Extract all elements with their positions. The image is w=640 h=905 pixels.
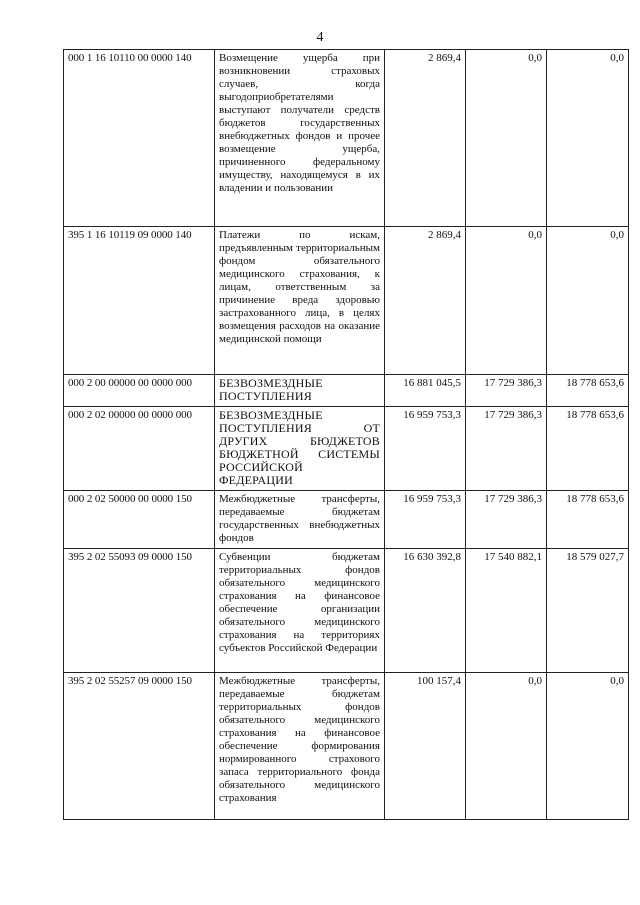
amount-year3-cell: 0,0 [547,673,629,820]
amount-year2-cell: 17 729 386,3 [466,491,547,549]
description-cell: Межбюджетные трансферты, передаваемые бюджетам территориальных фондов обязательного медицинского страхования на финансовое обеспечение формирования нормированного страхового запаса территориального фонда обязательного медицинского страхования [215,673,385,820]
budget-code-cell: 000 2 00 00000 00 0000 000 [64,375,215,407]
table-row [64,375,629,407]
amount-year3-cell: 18 778 653,6 [547,491,629,549]
amount-year1-cell: 16 630 392,8 [385,549,466,673]
budget-code-cell: 395 2 02 55093 09 0000 150 [64,549,215,673]
budget-code-cell: 395 1 16 10119 09 0000 140 [64,227,215,375]
table-row [64,50,629,227]
amount-year2-cell: 0,0 [466,673,547,820]
amount-year3-cell: 0,0 [547,50,629,227]
amount-year3-cell: 18 778 653,6 [547,407,629,491]
table-row [64,491,629,549]
amount-year1-cell: 100 157,4 [385,673,466,820]
description-cell: Субвенции бюджетам территориальных фондов обязательного медицинского страхования на финансовое обеспечение организации обязательного медицинского страхования на территориях субъектов Российской Федерации [215,549,385,673]
table-row [64,407,629,491]
description-cell: Возмещение ущерба при возникновении страховых случаев, когда выгодоприобретателями выступают получатели средств бюджетов государственных внебюджетных фондов и прочее возмещение ущерба, причиненного федеральному имуществу, находящемуся в их владении и пользовании [215,50,385,227]
amount-year1-cell: 2 869,4 [385,227,466,375]
revenue-table [63,49,629,820]
amount-year1-cell: 16 881 045,5 [385,375,466,407]
description-cell: БЕЗВОЗМЕЗДНЫЕ ПОСТУПЛЕНИЯ ОТ ДРУГИХ БЮДЖЕТОВ БЮДЖЕТНОЙ СИСТЕМЫ РОССИЙСКОЙ ФЕДЕРАЦИИ [215,407,385,491]
table-row [64,227,629,375]
amount-year2-cell: 17 540 882,1 [466,549,547,673]
description-cell: Межбюджетные трансферты, передаваемые бюджетам государственных внебюджетных фондов [215,491,385,549]
table-row [64,549,629,673]
description-cell: БЕЗВОЗМЕЗДНЫЕ ПОСТУПЛЕНИЯ [215,375,385,407]
amount-year3-cell: 18 778 653,6 [547,375,629,407]
amount-year1-cell: 2 869,4 [385,50,466,227]
page-number: 4 [316,30,324,45]
budget-code-cell: 395 2 02 55257 09 0000 150 [64,673,215,820]
budget-code-cell: 000 1 16 10110 00 0000 140 [64,50,215,227]
budget-code-cell: 000 2 02 00000 00 0000 000 [64,407,215,491]
amount-year2-cell: 0,0 [466,227,547,375]
table-row [64,673,629,820]
amount-year3-cell: 18 579 027,7 [547,549,629,673]
amount-year1-cell: 16 959 753,3 [385,491,466,549]
amount-year3-cell: 0,0 [547,227,629,375]
amount-year2-cell: 0,0 [466,50,547,227]
amount-year1-cell: 16 959 753,3 [385,407,466,491]
amount-year2-cell: 17 729 386,3 [466,375,547,407]
amount-year2-cell: 17 729 386,3 [466,407,547,491]
budget-code-cell: 000 2 02 50000 00 0000 150 [64,491,215,549]
description-cell: Платежи по искам, предъявленным территориальным фондом обязательного медицинского страхования, к лицам, ответственным за причинение вреда здоровью застрахованного лица, в целях возмещения расходов на оказание медицинской помощи [215,227,385,375]
